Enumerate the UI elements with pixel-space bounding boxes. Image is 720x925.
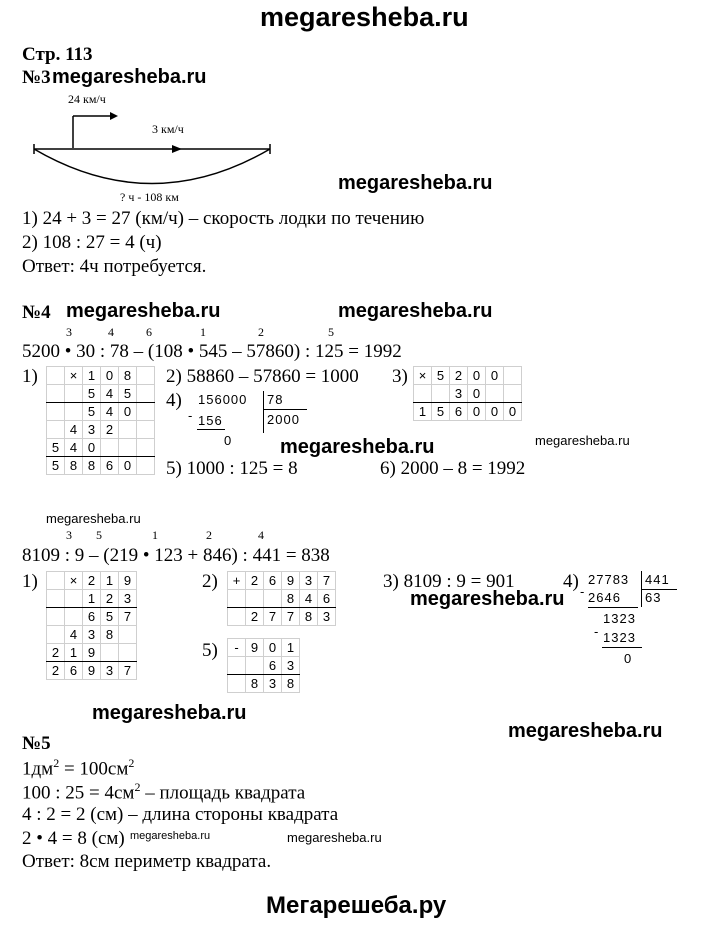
order-mark: 1 bbox=[152, 528, 158, 542]
task3-line-2: 2) 108 : 27 = 4 (ч) bbox=[22, 232, 162, 253]
watermark: megaresheba.ru bbox=[535, 433, 630, 448]
watermark: megaresheba.ru bbox=[46, 511, 141, 526]
task5-line-2: 100 : $25 = 4см^2$ – площадь квадрата bbox=[22, 780, 306, 804]
division-quotient: 2000 bbox=[267, 412, 300, 427]
division-subtrahend: 156 bbox=[198, 413, 223, 428]
order-mark: 2 bbox=[258, 325, 264, 339]
subtraction-grid: - 9 0 1 6 3 8 3 8 bbox=[227, 638, 300, 693]
minus-sign: - bbox=[188, 408, 194, 423]
division-divisor: 441 bbox=[645, 572, 670, 587]
step-label: 4) bbox=[563, 571, 579, 592]
watermark: megaresheba.ru bbox=[338, 300, 493, 322]
footer-watermark: Мегарешеба.ру bbox=[266, 892, 447, 919]
minus-sign: - bbox=[594, 624, 600, 639]
division-remainder: 0 bbox=[224, 433, 233, 448]
diagram-speed2: 3 км/ч bbox=[152, 122, 184, 136]
header-watermark: megaresheba.ru bbox=[260, 2, 469, 32]
task3-answer: Ответ: 4ч потребуется. bbox=[22, 256, 207, 277]
diagram-speed1: 24 км/ч bbox=[68, 92, 106, 106]
watermark: megaresheba.ru bbox=[52, 66, 207, 88]
step-label: 5) bbox=[202, 640, 218, 661]
order-mark: 5 bbox=[96, 528, 102, 542]
watermark: megaresheba.ru bbox=[338, 172, 493, 194]
watermark: megaresheba.ru bbox=[92, 702, 247, 724]
multiplication-grid-2: × 5 2 0 0 3 0 1 5 6 0 0 0 bbox=[413, 366, 522, 421]
watermark: megaresheba.ru bbox=[280, 436, 435, 458]
division-dividend: 27783 bbox=[588, 572, 630, 587]
step-label: 3) bbox=[392, 366, 408, 387]
watermark: megaresheba.ru bbox=[66, 300, 221, 322]
order-mark: 3 bbox=[66, 528, 72, 542]
task5-line-4: 2 • 4 = 8 (см) bbox=[22, 828, 125, 849]
diagram-bottom-label: ? ч - 108 км bbox=[120, 190, 179, 204]
step-label: 4) bbox=[166, 390, 182, 411]
arrow-head-icon bbox=[110, 112, 118, 120]
task5-line-1: $1дм^2 = 100см^2$ bbox=[22, 756, 135, 780]
division-dividend: 156000 bbox=[198, 392, 248, 407]
task3-line-1: 1) 24 + 3 = 27 (км/ч) – скорость лодки по течению bbox=[22, 208, 425, 229]
page-label: Стр. 113 bbox=[22, 44, 93, 65]
watermark: megaresheba.ru bbox=[410, 588, 565, 610]
order-mark: 3 bbox=[66, 325, 72, 339]
step-5: 5) 1000 : 125 = 8 bbox=[166, 458, 298, 479]
task5-number: №5 bbox=[22, 733, 51, 754]
order-mark: 5 bbox=[328, 325, 334, 339]
step-2: 2) 58860 – 57860 = 1000 bbox=[166, 366, 359, 387]
multiplication-grid-1: × 1 0 8 5 4 5 5 4 0 4 3 2 5 4 0 5 8 8 6 0 bbox=[46, 366, 155, 475]
addition-grid: + 2 6 9 3 7 8 4 6 2 7 7 8 3 bbox=[227, 571, 336, 626]
division-intermediate: 1323 bbox=[603, 611, 636, 626]
arrow-head-icon bbox=[172, 145, 182, 153]
division-remainder: 0 bbox=[624, 651, 633, 666]
task5-answer: Ответ: 8см периметр квадрата. bbox=[22, 851, 272, 872]
task5-line-3: 4 : 2 = 2 (см) – длина стороны квадрата bbox=[22, 804, 339, 825]
division-subtrahend: 2646 bbox=[588, 590, 621, 605]
order-mark: 1 bbox=[200, 325, 206, 339]
task4-number: №4 bbox=[22, 302, 51, 323]
minus-sign: - bbox=[580, 584, 586, 599]
division-subtrahend: 1323 bbox=[603, 630, 636, 645]
step-3: 3) 8109 : 9 = 901 bbox=[383, 571, 515, 592]
watermark: megaresheba.ru bbox=[287, 830, 382, 845]
watermark: megaresheba.ru bbox=[130, 830, 211, 842]
order-mark: 4 bbox=[258, 528, 264, 542]
step-6: 6) 2000 – 8 = 1992 bbox=[380, 458, 526, 479]
task4-expression-2: 8109 : 9 – (219 • 123 + 846) : 441 = 838 bbox=[22, 545, 330, 566]
division-divisor: 78 bbox=[267, 392, 284, 407]
diagram-arc bbox=[34, 149, 270, 184]
multiplication-grid-3: × 2 1 9 1 2 3 6 5 7 4 3 8 2 1 9 2 6 9 3 7 bbox=[46, 571, 137, 680]
task4-expression-1: 5200 • 30 : 78 – (108 • 545 – 57860) : 125 = 1992 bbox=[22, 341, 402, 362]
step-label: 1) bbox=[22, 571, 38, 592]
step-label: 2) bbox=[202, 571, 218, 592]
step-label: 1) bbox=[22, 366, 38, 387]
order-mark: 4 bbox=[108, 325, 114, 339]
watermark: megaresheba.ru bbox=[508, 720, 663, 742]
division-bar bbox=[263, 391, 264, 433]
task3-number: №3 bbox=[22, 67, 51, 88]
division-bar bbox=[263, 409, 307, 410]
order-mark: 6 bbox=[146, 325, 152, 339]
order-mark: 2 bbox=[206, 528, 212, 542]
division-quotient: 63 bbox=[645, 590, 662, 605]
